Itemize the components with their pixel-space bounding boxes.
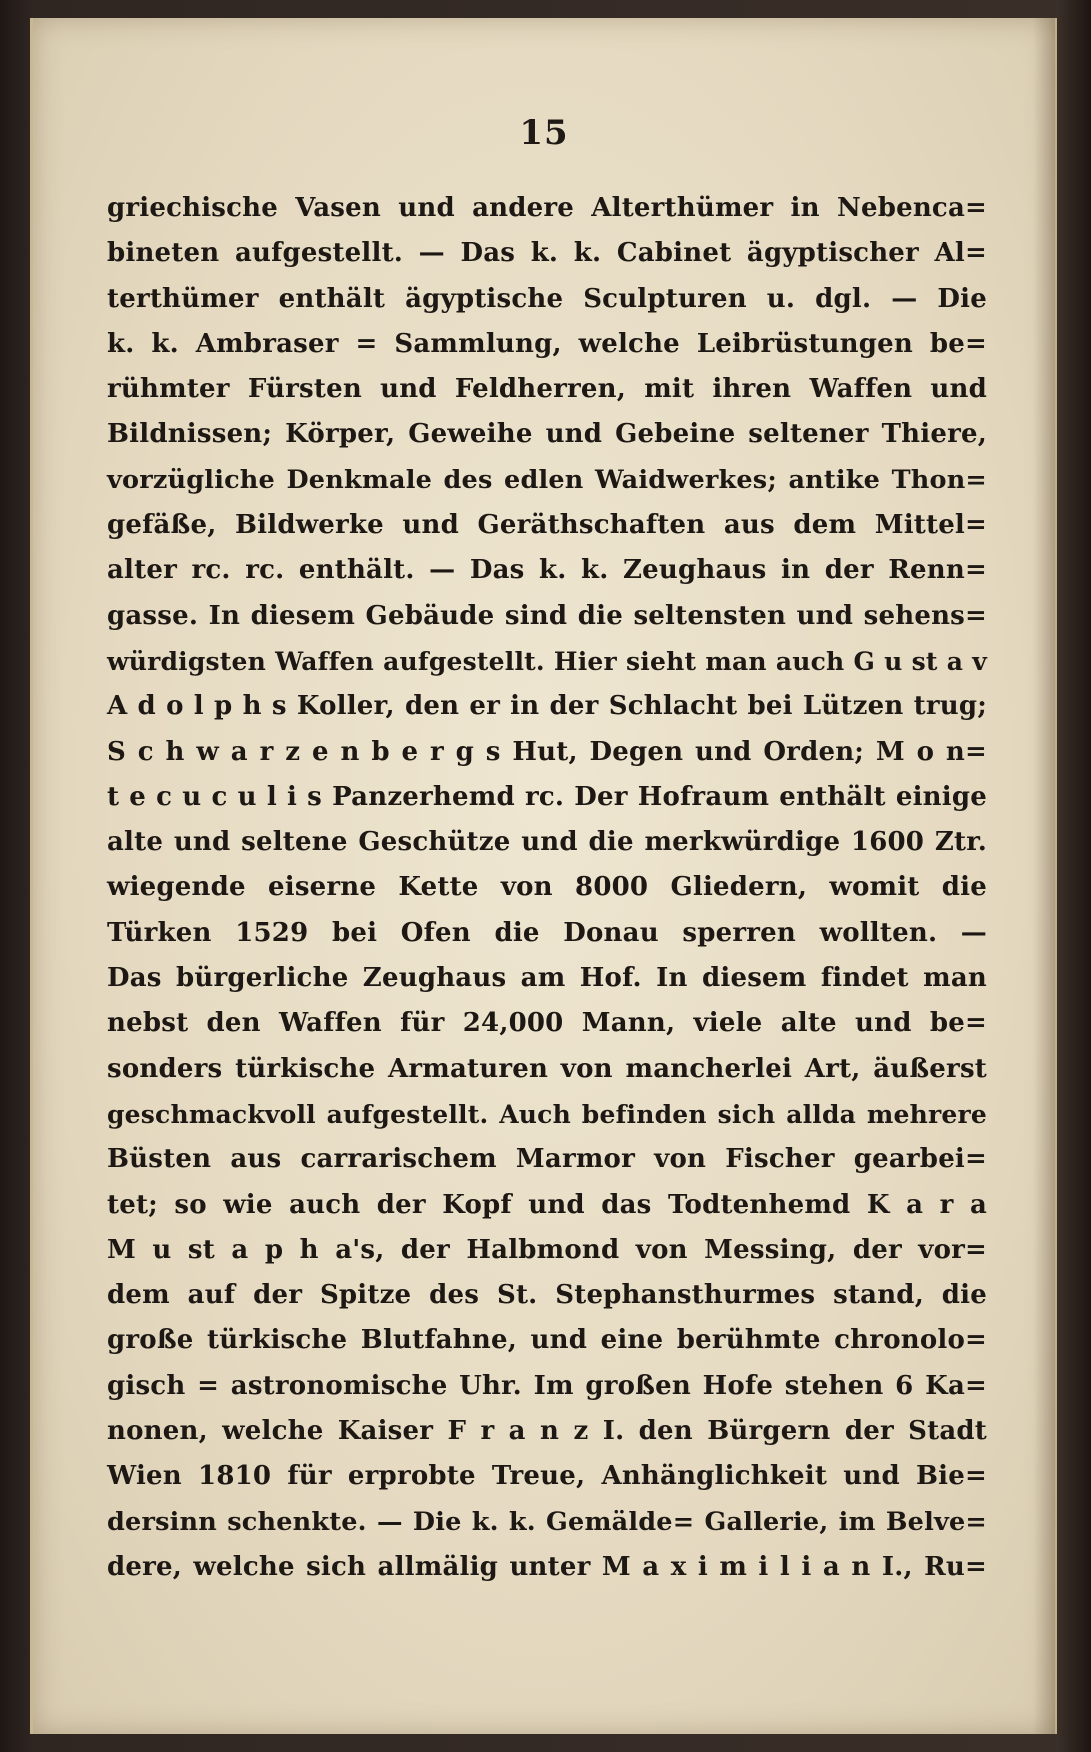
- body-text: [107, 186, 987, 1590]
- text-line: rühmter Fürsten und Feldherren, mit ihren Waffen und: [107, 374, 987, 405]
- text-line: Büsten aus carrarischem Marmor von Fischer gearbei=: [107, 1144, 987, 1175]
- text-line: dersinn schenkte. — Die k. k. Gemälde= Gallerie, im Belve=: [107, 1506, 987, 1537]
- text-line: vorzügliche Denkmale des edlen Waidwerkes; antike Thon=: [107, 464, 987, 495]
- book-page: [30, 18, 1057, 1734]
- text-line: Das bürgerliche Zeughaus am Hof. In diesem findet man: [107, 963, 987, 994]
- text-line: Türken 1529 bei Ofen die Donau sperren wollten. —: [107, 917, 987, 948]
- text-line: A d o l p h s Koller, den er in der Schlacht bei Lützen trug;: [107, 691, 987, 722]
- text-line: tet; so wie auch der Kopf und das Todtenhemd K a r a: [107, 1189, 987, 1220]
- text-line: dere, welche sich allmälig unter M a x i m i l i a n I., Ru=: [107, 1551, 987, 1582]
- text-line: gasse. In diesem Gebäude sind die seltensten und sehens=: [107, 600, 987, 631]
- text-line: t e c u c u l i s Panzerhemd rc. Der Hofraum enthält einige: [107, 781, 987, 812]
- text-line: k. k. Ambraser = Sammlung, welche Leibrüstungen be=: [107, 328, 987, 359]
- text-line: dem auf der Spitze des St. Stephansthurmes stand, die: [107, 1280, 987, 1311]
- text-line: bineten aufgestellt. — Das k. k. Cabinet ägyptischer Al=: [107, 238, 987, 269]
- text-line: nonen, welche Kaiser F r a n z I. den Bürgern der Stadt: [107, 1416, 987, 1447]
- text-line: Bildnissen; Körper, Geweihe und Gebeine seltener Thiere,: [107, 419, 987, 450]
- text-line: wiegende eiserne Kette von 8000 Gliedern, womit die: [107, 872, 987, 903]
- text-line: würdigsten Waffen aufgestellt. Hier sieht man auch G u st a v: [107, 646, 987, 676]
- text-line: M u st a p h a's, der Halbmond von Messing, der vor=: [107, 1234, 987, 1265]
- text-line: terthümer enthält ägyptische Sculpturen u. dgl. — Die: [107, 283, 987, 314]
- text-line: gisch = astronomische Uhr. Im großen Hofe stehen 6 Ka=: [107, 1370, 987, 1401]
- text-line: sonders türkische Armaturen von mancherlei Art, äußerst: [107, 1053, 987, 1084]
- spine-shadow: [1033, 18, 1055, 1734]
- text-line: große türkische Blutfahne, und eine berühmte chronolo=: [107, 1325, 987, 1356]
- text-line: gefäße, Bildwerke und Geräthschaften aus dem Mittel=: [107, 510, 987, 541]
- text-line: Wien 1810 für erprobte Treue, Anhänglichkeit und Bie=: [107, 1461, 987, 1492]
- text-line: nebst den Waffen für 24,000 Mann, viele alte und be=: [107, 1008, 987, 1039]
- text-line: griechische Vasen und andere Alterthümer in Nebenca=: [107, 193, 987, 223]
- text-line: alte und seltene Geschütze und die merkwürdige 1600 Ztr.: [107, 827, 987, 858]
- page-number: 15: [519, 113, 569, 153]
- text-line: geschmackvoll aufgestellt. Auch befinden sich allda mehrere: [107, 1099, 987, 1129]
- text-line: alter rc. rc. enthält. — Das k. k. Zeughaus in der Renn=: [107, 555, 987, 586]
- text-line: S c h w a r z e n b e r g s Hut, Degen und Orden; M o n=: [107, 736, 987, 767]
